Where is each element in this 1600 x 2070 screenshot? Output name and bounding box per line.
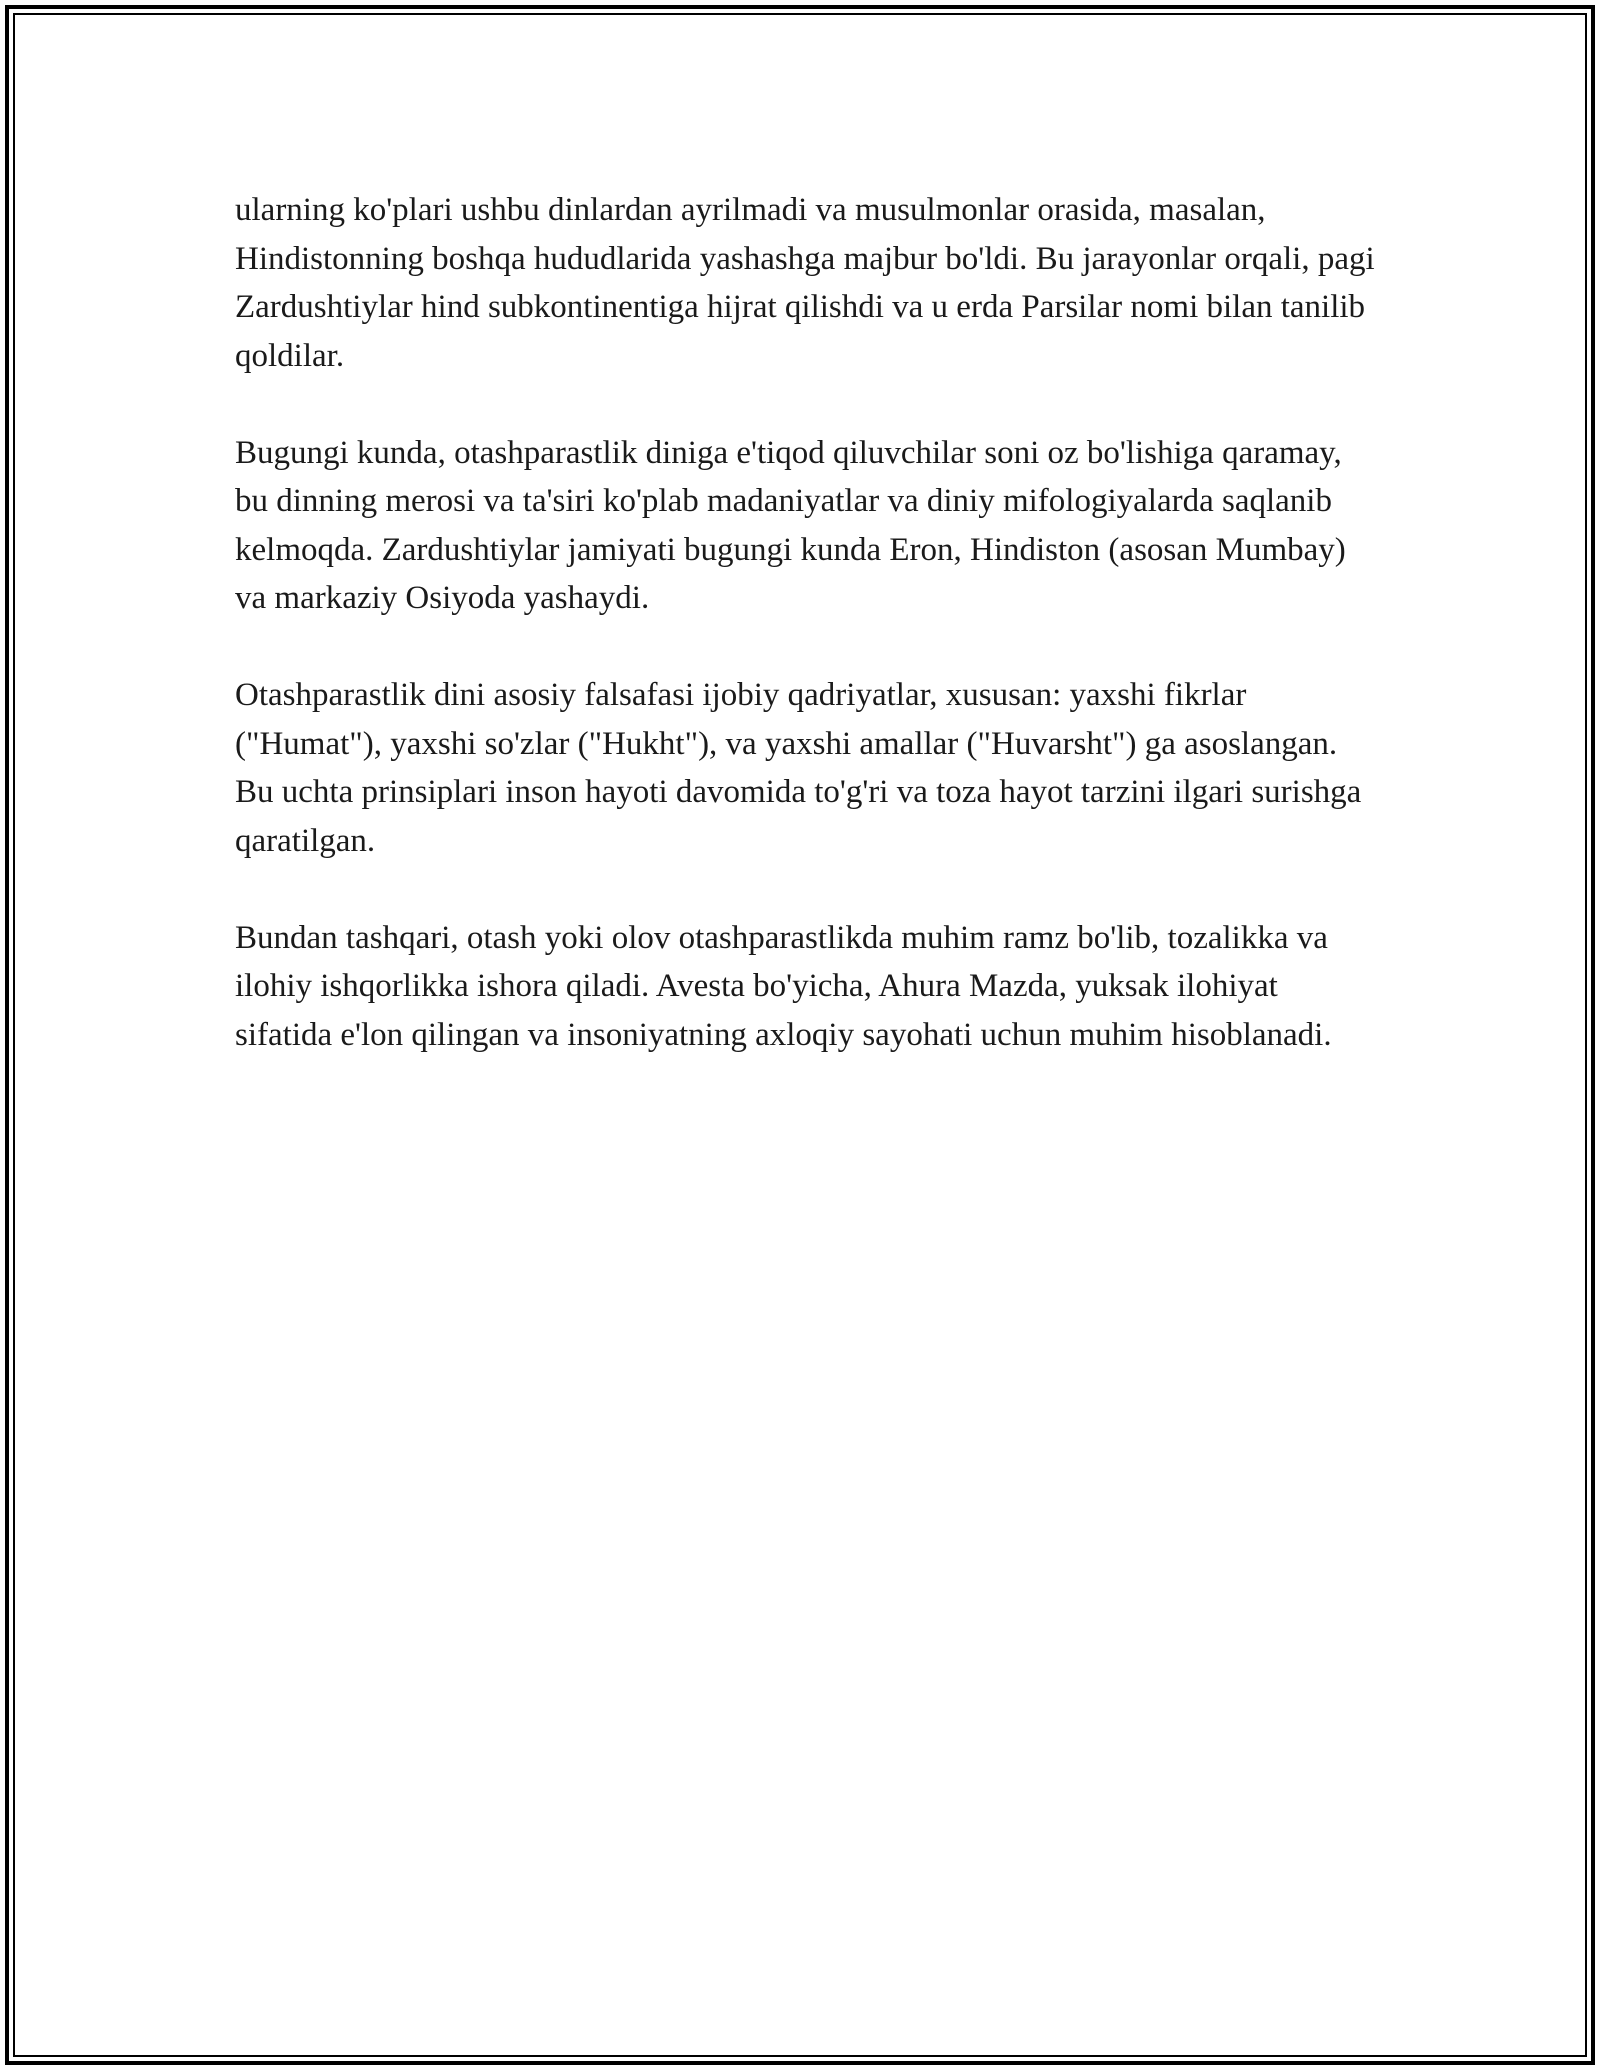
paragraph-2: Bugungi kunda, otashparastlik diniga e'tiqod qiluvchilar soni oz bo'lishiga qaramay, bu dinning merosi va ta'siri ko'plab madaniyatlar va diniy mifologiyalarda saqlanib kelmoqda. Zardushtiylar jamiyati bugungi kunda Eron, Hindiston (asosan Mumbay) va markaziy Osiyoda yashaydi. [235,434,1346,616]
paragraph-4: Bundan tashqari, otash yoki olov otashparastlikda muhim ramz bo'lib, tozalikka va ilohiy ishqorlikka ishora qiladi. Avesta bo'yicha, Ahura Mazda, yuksak ilohiyat sifatida e'lon qilingan va insoniyatning axloqiy sayohati uchun muhim hisoblanadi. [235,919,1332,1053]
paragraph-1: ularning ko'plari ushbu dinlardan ayrilmadi va musulmonlar orasida, masalan, Hindistonning boshqa hududlarida yashashga majbur bo'ldi. Bu jarayonlar orqali, pagi Zardushtiylar hind subkontinentiga hijrat qilishdi va u erda Parsilar nomi bilan tanilib qoldilar. [235,192,1375,374]
paragraph-3: Otashparastlik dini asosiy falsafasi ijobiy qadriyatlar, xususan: yaxshi fikrlar ("Humat"), yaxshi so'zlar ("Hukht"), va yaxshi amallar ("Huvarsht") ga asoslangan. Bu uchta prinsiplari inson hayoti davomida to'g'ri va toza hayot tarzini ilgari surishga qaratilgan. [235,677,1362,859]
document-body [235,186,1375,1108]
